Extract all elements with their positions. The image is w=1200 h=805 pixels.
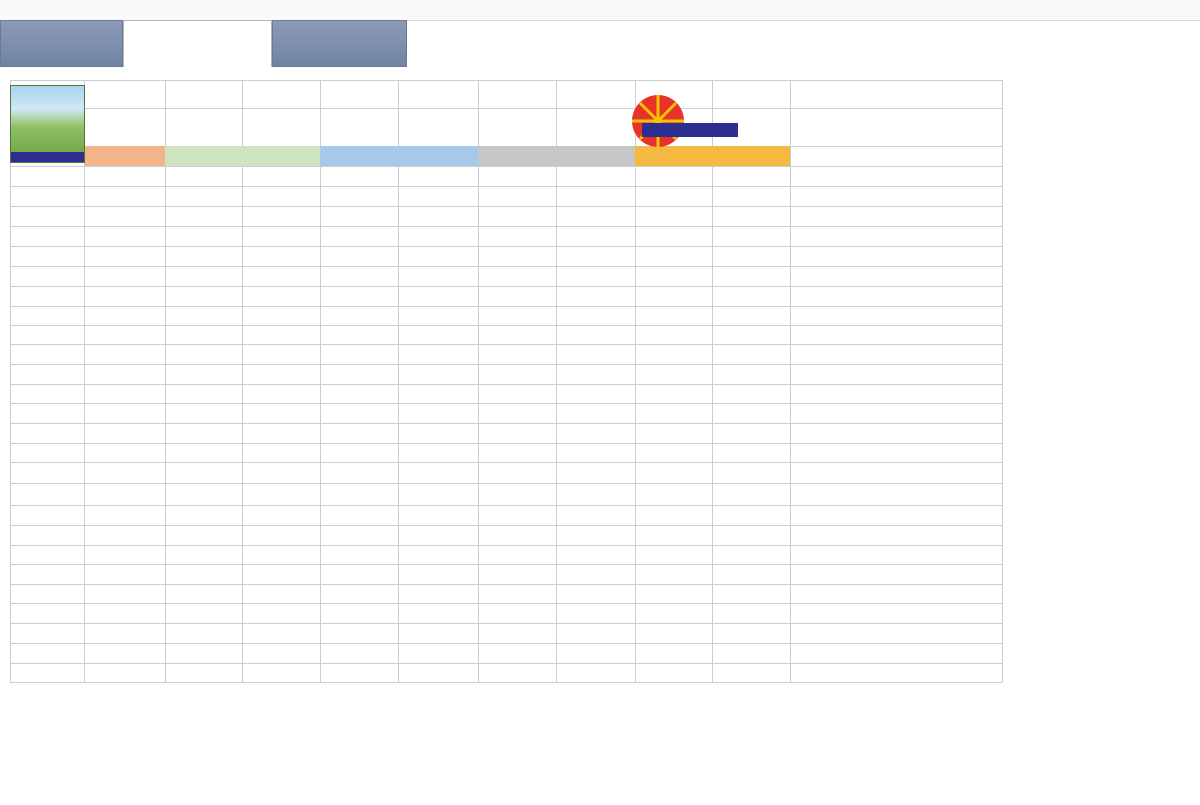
grid-line-vertical: [320, 80, 321, 682]
info-line: [790, 525, 1002, 545]
info-line: [790, 663, 1002, 682]
info-line: [790, 423, 1002, 443]
division-label: [165, 146, 320, 166]
grid-line-vertical: [1002, 80, 1003, 682]
info-line: [790, 166, 1002, 186]
info-line: [790, 384, 1002, 403]
division-label: [320, 146, 478, 166]
grid-line-vertical: [84, 80, 85, 682]
grid-line-vertical: [165, 80, 166, 682]
logo-left-bar: [11, 152, 84, 162]
division-label: [478, 146, 635, 166]
grid-line-horizontal: [10, 80, 1002, 81]
info-line: [790, 462, 1002, 483]
info-line: [790, 364, 1002, 384]
info-line: [790, 483, 1002, 505]
info-line: [790, 643, 1002, 663]
grid-line-horizontal: [10, 682, 1002, 683]
info-line: [790, 564, 1002, 584]
logo-right-band: [642, 123, 738, 137]
division-label: [84, 146, 165, 166]
grid-line-vertical: [556, 80, 557, 682]
grid-line-horizontal: [10, 206, 1002, 207]
info-line: [790, 505, 1002, 525]
general-info-heading: [790, 146, 1002, 166]
info-line: [790, 226, 1002, 246]
info-line: [790, 603, 1002, 623]
info-line: [790, 545, 1002, 564]
info-line: [790, 325, 1002, 344]
division-label: [635, 146, 790, 166]
river-madness-logo: [10, 85, 85, 163]
info-line: [790, 246, 1002, 266]
grid-line-vertical: [242, 80, 243, 682]
grid-line-vertical: [712, 80, 713, 682]
grid-line-vertical: [398, 80, 399, 682]
info-line: [790, 286, 1002, 306]
info-line: [790, 623, 1002, 643]
info-line: [790, 344, 1002, 364]
grid-line-vertical: [10, 80, 11, 682]
info-line: [790, 584, 1002, 603]
grid-line-vertical: [478, 80, 479, 682]
grid-line-vertical: [635, 80, 636, 682]
info-line: [790, 306, 1002, 325]
page-title: [165, 80, 398, 108]
info-line: [790, 266, 1002, 286]
info-line: [790, 443, 1002, 462]
info-line: [790, 403, 1002, 423]
info-line: [790, 186, 1002, 206]
yuma-fastpitch-logo: [628, 93, 744, 149]
page-subtitle: [165, 108, 398, 146]
grid-line-horizontal: [10, 108, 1002, 109]
